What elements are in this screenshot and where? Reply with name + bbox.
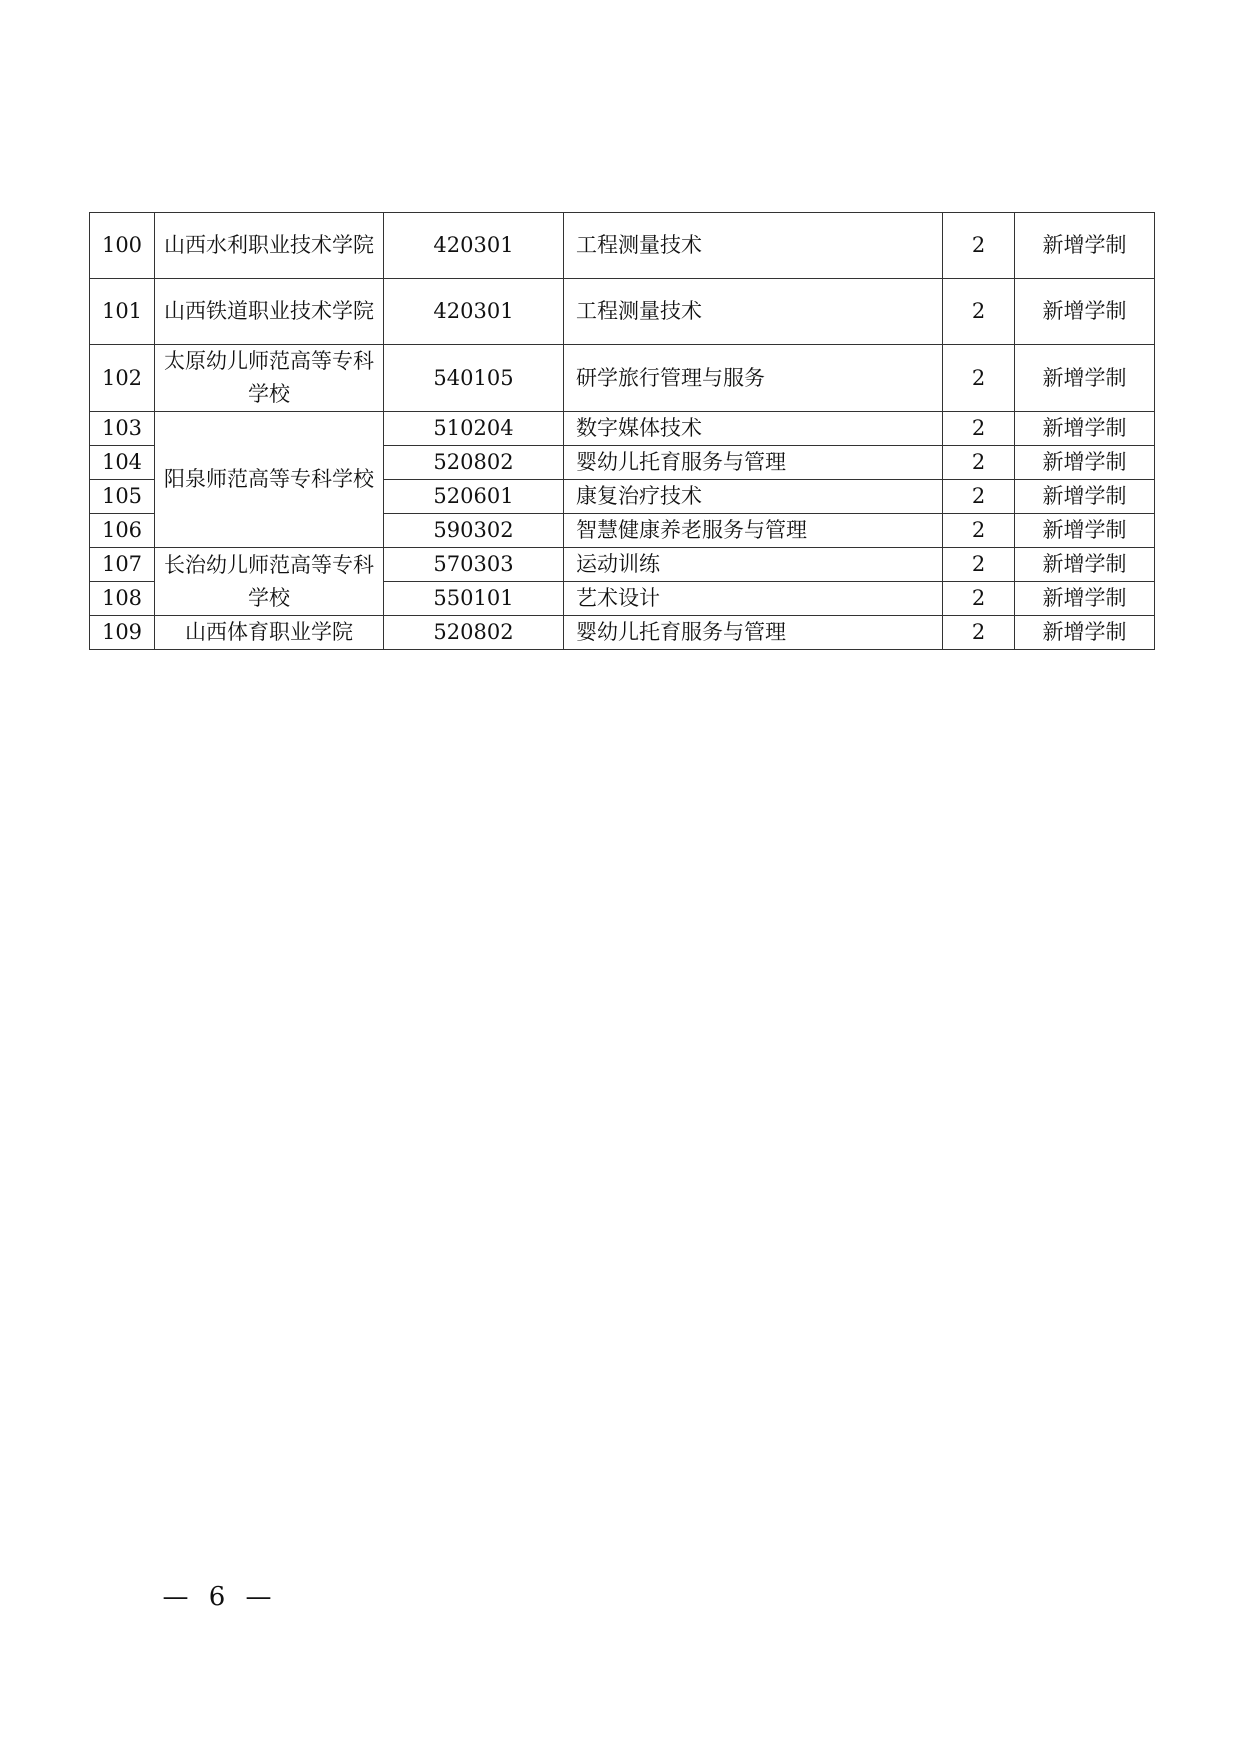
table-row — [90, 616, 1155, 650]
major-code: 570303 — [384, 548, 564, 582]
duration-years: 2 — [943, 279, 1015, 345]
duration-years: 2 — [943, 582, 1015, 616]
change-type: 新增学制 — [1015, 412, 1155, 446]
change-type: 新增学制 — [1015, 582, 1155, 616]
school-name: 山西体育职业学院 — [155, 616, 384, 650]
major-code: 420301 — [384, 279, 564, 345]
row-number: 102 — [90, 345, 155, 412]
major-name: 艺术设计 — [564, 582, 943, 616]
duration-years: 2 — [943, 548, 1015, 582]
page-number: — 6 — — [162, 1582, 278, 1612]
school-name: 太原幼儿师范高等专科学校 — [155, 345, 384, 412]
table-row — [90, 213, 1155, 279]
table-row — [90, 548, 1155, 582]
change-type: 新增学制 — [1015, 213, 1155, 279]
program-table — [89, 212, 1155, 650]
change-type: 新增学制 — [1015, 279, 1155, 345]
major-name: 工程测量技术 — [564, 279, 943, 345]
change-type: 新增学制 — [1015, 345, 1155, 412]
change-type: 新增学制 — [1015, 548, 1155, 582]
school-name: 山西水利职业技术学院 — [155, 213, 384, 279]
duration-years: 2 — [943, 213, 1015, 279]
major-name: 智慧健康养老服务与管理 — [564, 514, 943, 548]
major-code: 550101 — [384, 582, 564, 616]
major-code: 520802 — [384, 446, 564, 480]
row-number: 107 — [90, 548, 155, 582]
major-name: 研学旅行管理与服务 — [564, 345, 943, 412]
row-number: 100 — [90, 213, 155, 279]
duration-years: 2 — [943, 345, 1015, 412]
major-code: 420301 — [384, 213, 564, 279]
row-number: 101 — [90, 279, 155, 345]
major-name: 工程测量技术 — [564, 213, 943, 279]
change-type: 新增学制 — [1015, 616, 1155, 650]
major-name: 婴幼儿托育服务与管理 — [564, 446, 943, 480]
row-number: 104 — [90, 446, 155, 480]
major-code: 590302 — [384, 514, 564, 548]
major-name: 运动训练 — [564, 548, 943, 582]
major-code: 520802 — [384, 616, 564, 650]
table-row — [90, 412, 1155, 446]
major-code: 540105 — [384, 345, 564, 412]
row-number: 106 — [90, 514, 155, 548]
school-name: 山西铁道职业技术学院 — [155, 279, 384, 345]
table-row — [90, 345, 1155, 412]
major-code: 520601 — [384, 480, 564, 514]
change-type: 新增学制 — [1015, 480, 1155, 514]
row-number: 109 — [90, 616, 155, 650]
row-number: 108 — [90, 582, 155, 616]
duration-years: 2 — [943, 480, 1015, 514]
duration-years: 2 — [943, 616, 1015, 650]
duration-years: 2 — [943, 446, 1015, 480]
major-name: 数字媒体技术 — [564, 412, 943, 446]
major-name: 康复治疗技术 — [564, 480, 943, 514]
major-code: 510204 — [384, 412, 564, 446]
school-name: 长治幼儿师范高等专科学校 — [155, 548, 384, 616]
row-number: 103 — [90, 412, 155, 446]
change-type: 新增学制 — [1015, 514, 1155, 548]
school-name: 阳泉师范高等专科学校 — [155, 412, 384, 548]
change-type: 新增学制 — [1015, 446, 1155, 480]
row-number: 105 — [90, 480, 155, 514]
duration-years: 2 — [943, 412, 1015, 446]
major-name: 婴幼儿托育服务与管理 — [564, 616, 943, 650]
table-row — [90, 279, 1155, 345]
duration-years: 2 — [943, 514, 1015, 548]
